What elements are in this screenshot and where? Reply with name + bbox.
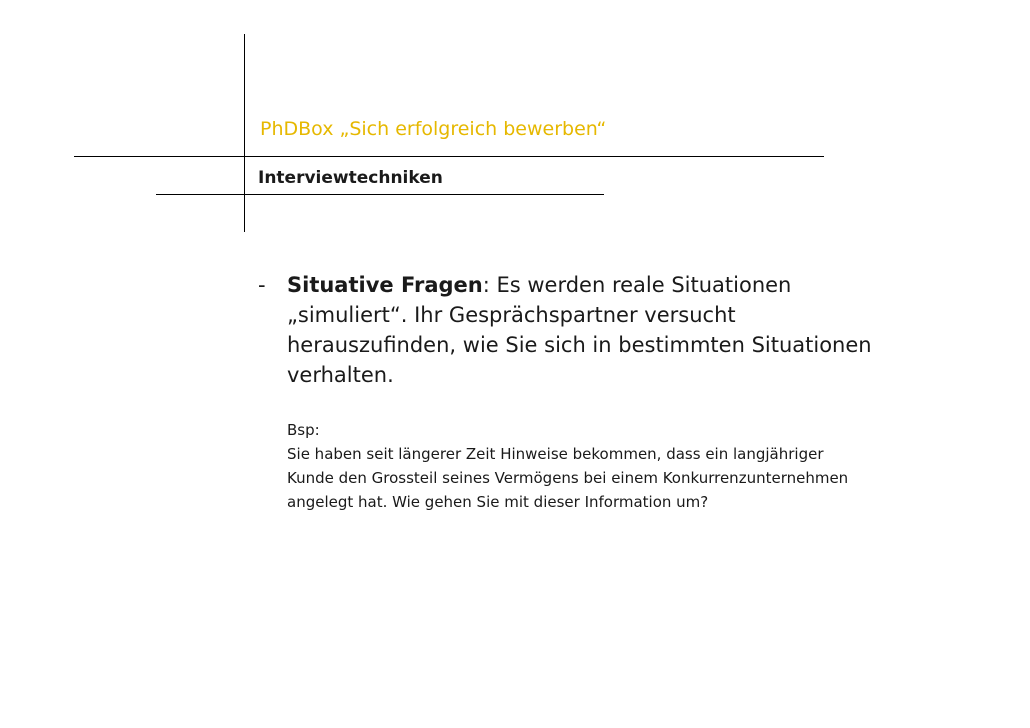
example-block: [287, 418, 867, 514]
example-label: Bsp:: [287, 421, 320, 439]
example-text: Sie haben seit längerer Zeit Hinweise bekommen, dass ein langjähriger Kunde den Grossteil seines Vermögens bei einem Konkurrenzunternehmen angelegt hat. Wie gehen Sie mit dieser Information um?: [287, 445, 849, 511]
presentation-title: PhDBox „Sich erfolgreich bewerben“: [260, 118, 607, 140]
bullet-dash: -: [258, 273, 266, 297]
section-heading: Interviewtechniken: [258, 168, 443, 188]
bullet-description: : Es werden reale Situationen „simuliert“. Ihr Gesprächspartner versucht herauszufinden, wie Sie sich in bestimmten Situationen verhalten.: [287, 273, 872, 387]
frame-top-rule: [74, 156, 824, 157]
bullet-term: Situative Fragen: [287, 273, 483, 297]
bullet-body: [287, 270, 898, 390]
frame-vertical-line: [244, 34, 245, 232]
bullet-item: [258, 270, 898, 390]
frame-bottom-rule: [156, 194, 604, 195]
